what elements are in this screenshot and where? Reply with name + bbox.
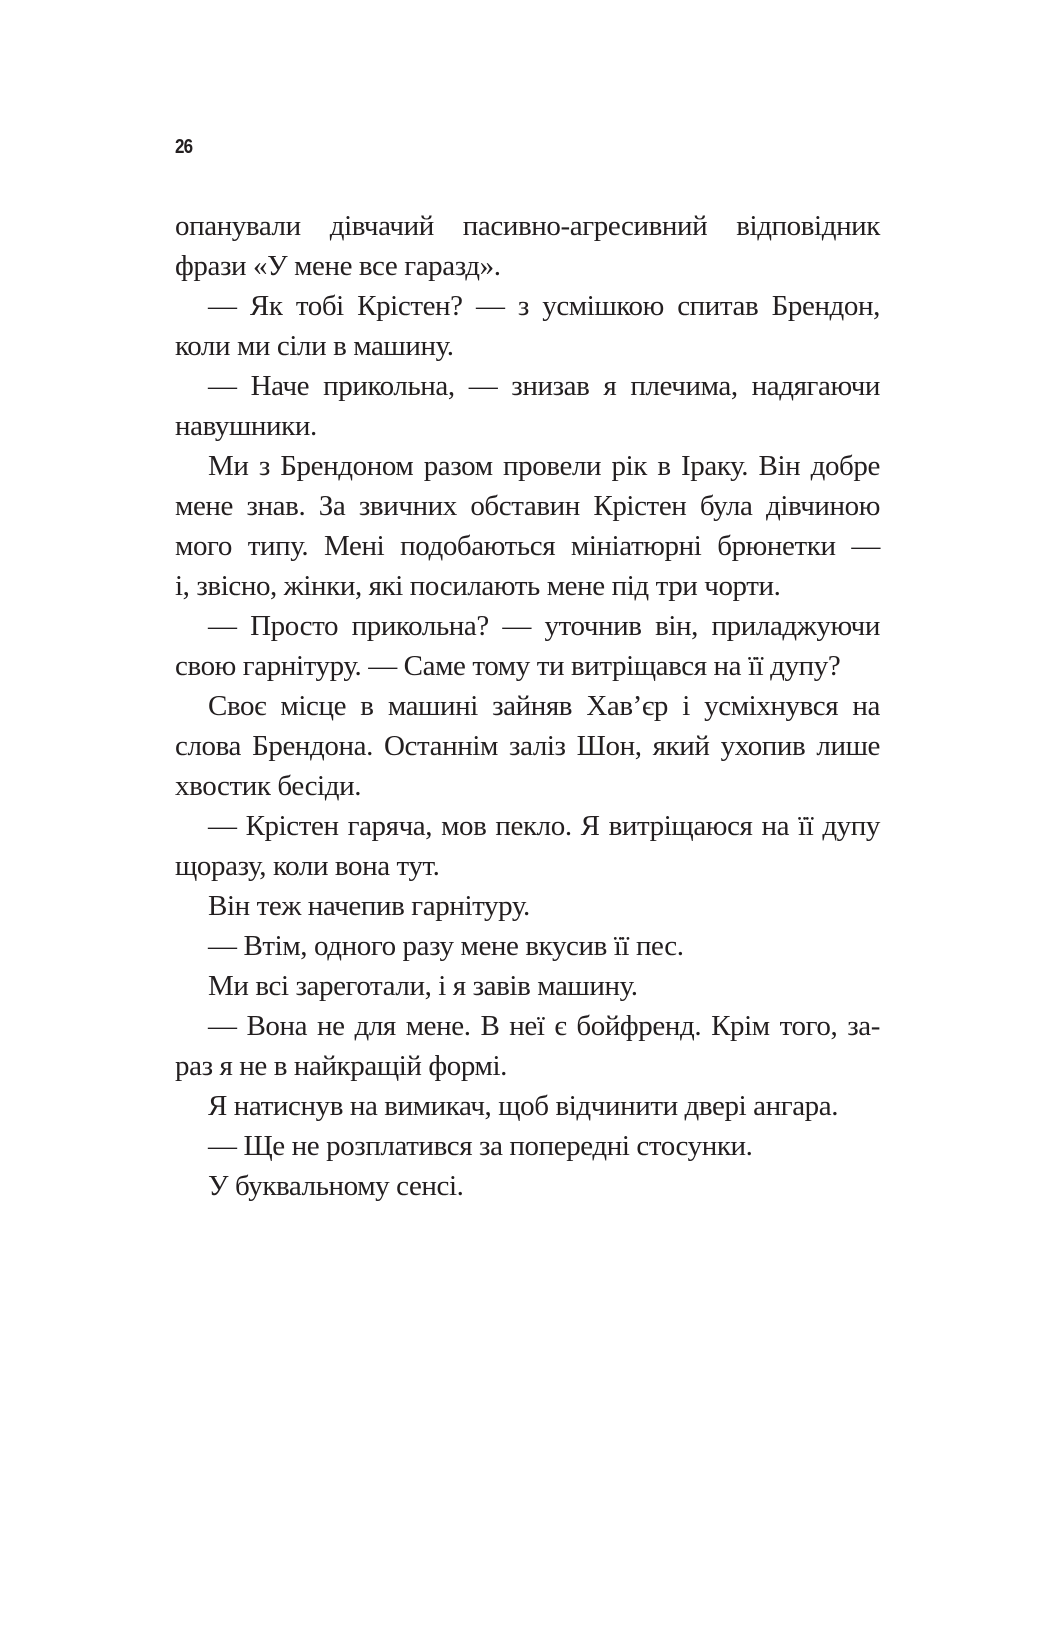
text-line: Ми з Брендоном разом провели рік в Іраку. Він добре xyxy=(208,450,880,482)
text-line: слова Брендона. Останнім заліз Шон, який ухопив лише xyxy=(175,730,880,762)
text-line: опанували дівчачий пасивно-агресивний відповідник xyxy=(175,210,880,242)
text-line: раз я не в найкращій формі. xyxy=(175,1050,507,1082)
text-line: — Ще не розплатився за попередні стосунки. xyxy=(208,1130,753,1162)
text-line: Він теж начепив гарнітуру. xyxy=(208,890,530,922)
text-line: Своє місце в машині зайняв Хав’єр і усміхнувся на xyxy=(208,690,880,722)
text-line: — Як тобі Крістен? — з усмішкою спитав Брендон, xyxy=(208,290,880,322)
text-line: щоразу, коли вона тут. xyxy=(175,850,440,882)
text-line: навушники. xyxy=(175,410,317,442)
text-line: хвостик бесіди. xyxy=(175,770,362,802)
text-line: — Наче прикольна, — знизав я плечима, надягаючи xyxy=(208,370,880,402)
text-line: — Крістен гаряча, мов пекло. Я витріщаюся на її дупу xyxy=(208,810,880,842)
body-text xyxy=(175,206,880,1206)
text-line: Я натиснув на вимикач, щоб відчинити двері ангара. xyxy=(208,1090,839,1122)
text-line: мого типу. Мені подобаються мініатюрні брюнетки — xyxy=(175,530,880,562)
text-line: Ми всі зареготали, і я завів машину. xyxy=(208,970,638,1002)
text-line: — Втім, одного разу мене вкусив її пес. xyxy=(208,930,684,962)
text-line: — Вона не для мене. В неї є бойфренд. Крім того, за- xyxy=(208,1010,880,1042)
page-number: 26 xyxy=(175,136,193,158)
text-line: і, звісно, жінки, які посилають мене під три чорти. xyxy=(175,570,781,602)
text-line: коли ми сіли в машину. xyxy=(175,330,454,362)
text-line: мене знав. За звичних обставин Крістен була дівчиною xyxy=(175,490,880,522)
text-line: фрази «У мене все гаразд». xyxy=(175,250,501,282)
text-line: — Просто прикольна? — уточнив він, приладжуючи xyxy=(208,610,880,642)
text-line: У буквальному сенсі. xyxy=(208,1170,464,1202)
text-line: свою гарнітуру. — Саме тому ти витріщався на її дупу? xyxy=(175,650,841,682)
